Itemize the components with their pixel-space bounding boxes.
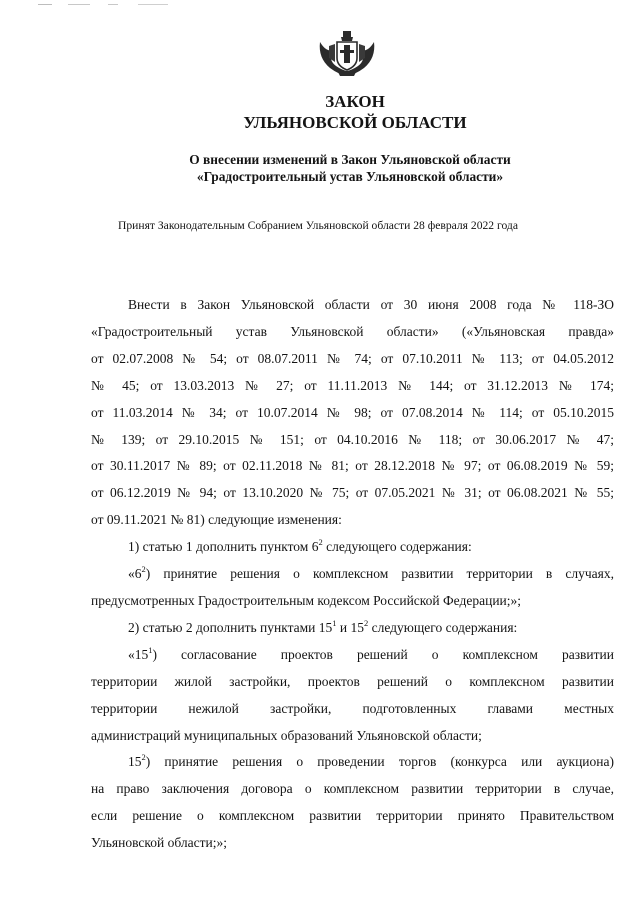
law-title-line-2: УЛЬЯНОВСКОЙ ОБЛАСТИ	[243, 113, 467, 132]
item-1-superscript: 2	[318, 537, 323, 548]
item-1-tail: следующего содержания:	[322, 539, 472, 555]
item-2-superscript-2: 2	[364, 617, 369, 628]
item-2-tail: следующего содержания:	[368, 619, 518, 635]
law-title	[0, 91, 640, 133]
scan-artifact	[38, 3, 178, 6]
item-1-quote-text: ) принятие решения о комплексном развитии территории в случаях,	[145, 566, 614, 582]
adoption-note: Принят Законодательным Собранием Ульяновской области 28 февраля 2022 года	[118, 219, 518, 232]
law-title-line-1: ЗАКОН	[325, 92, 385, 111]
item-2-text: 2) статью 2 дополнить пунктами 15	[128, 619, 333, 635]
law-body	[91, 292, 614, 857]
intro-line: Внести в Закон Ульяновской области от 30 июня 2008 года № 118-ЗО	[128, 297, 614, 312]
intro-line: от 30.11.2017 № 89; от 02.11.2018 № 81; от 28.12.2018 № 97; от 06.08.2019 № 59;	[91, 458, 614, 474]
item-2-p1-superscript: 1	[148, 644, 153, 655]
intro-line: от 09.11.2021 № 81) следующие изменения:	[91, 512, 342, 528]
item-2-superscript-1: 1	[332, 617, 337, 628]
item-1	[91, 534, 614, 561]
coat-of-arms-emblem	[316, 28, 378, 80]
law-subject	[0, 151, 640, 185]
intro-line: «Градостроительный устав Ульяновской области» («Ульяновская правда»	[91, 323, 614, 339]
item-1-quote-line-1	[91, 561, 614, 588]
intro-line: от 11.03.2014 № 34; от 10.07.2014 № 98; от 07.08.2014 № 114; от 05.10.2015	[91, 404, 614, 420]
intro-line: № 45; от 13.03.2013 № 27; от 11.11.2013 № 144; от 31.12.2013 № 174;	[91, 377, 614, 393]
item-2-p1-text: ) согласование проектов решений о комплексном развитии	[152, 646, 614, 662]
law-subject-line-1: О внесении изменений в Закон Ульяновской области	[189, 152, 511, 167]
law-subject-line-2: «Градостроительный устав Ульяновской области»	[196, 169, 504, 184]
item-1-quote-line-2: предусмотренных Градостроительным кодексом Российской Федерации;»;	[91, 592, 522, 608]
item-2-p2-text: ) принятие решения о проведении торгов (конкурса или аукциона)	[145, 754, 614, 770]
item-2-p2-line-2: на право заключения договора о комплексном развитии территории в случае,	[91, 781, 614, 797]
item-2-p2-line-4: Ульяновской области;»;	[91, 835, 228, 851]
item-1-text: 1) статью 1 дополнить пунктом 6	[128, 539, 319, 555]
item-2-middle: и 15	[336, 619, 365, 635]
item-2-p1-line-4: администраций муниципальных образований Ульяновской области;	[91, 727, 482, 743]
item-2-p1-line-1	[91, 642, 614, 669]
item-2-p2-open: 15	[128, 754, 142, 770]
item-2-p2-superscript: 2	[141, 752, 146, 763]
item-1-quote-superscript: 2	[141, 564, 146, 575]
item-2-p1-open: «15	[128, 646, 149, 662]
intro-line: от 02.07.2008 № 54; от 08.07.2011 № 74; от 07.10.2011 № 113; от 04.05.2012	[91, 350, 614, 366]
intro-line: № 139; от 29.10.2015 № 151; от 04.10.2016 № 118; от 30.06.2017 № 47;	[91, 431, 614, 447]
item-1-quote-open: «6	[128, 566, 142, 582]
item-2-p1-line-2: территории жилой застройки, проектов решений о комплексном развитии	[91, 673, 614, 689]
item-2-p1-line-3: территории нежилой застройки, подготовленных главами местных	[91, 700, 614, 716]
item-2-p2-line-3: если решение о комплексном развитии территории принято Правительством	[91, 808, 614, 824]
item-2	[91, 615, 614, 642]
intro-line: от 06.12.2019 № 94; от 13.10.2020 № 75; от 07.05.2021 № 31; от 06.08.2021 № 55;	[91, 485, 614, 501]
item-2-p2-line-1	[91, 749, 614, 776]
